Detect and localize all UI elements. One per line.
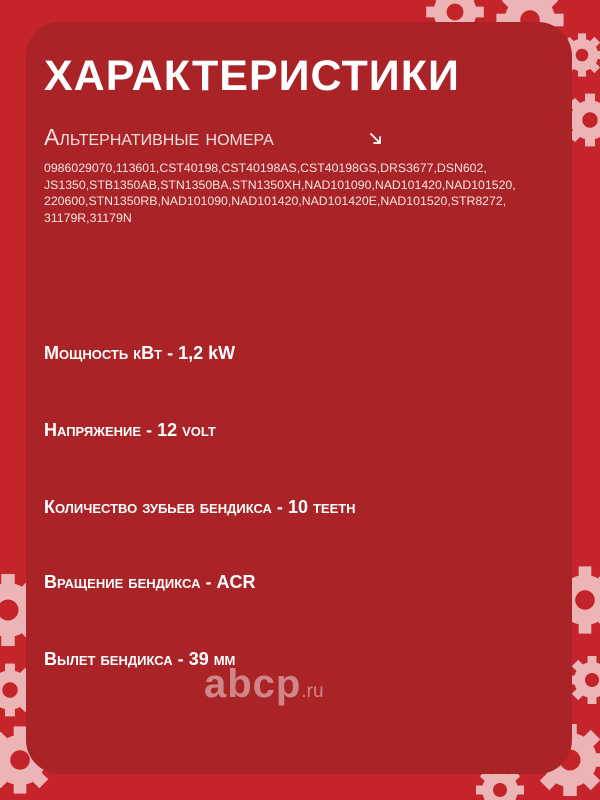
alt-numbers-list: 0986029070,113601,CST40198,CST40198AS,CST40198GS,DRS3677,DSN602, JS1350,STB1350AB,STN1350BA,STN1350XH,NAD101090,NAD101420,NAD101520, 220600,STN1350RB,NAD101090,NAD101420,NAD101420E,NAD101520,STR8272, 31179R,31179N [44,161,516,225]
abcp-watermark [204,662,324,707]
spec-value: 12 volt [157,420,216,440]
watermark-word: abcp [204,662,302,706]
spec-value: 39 мм [188,649,236,669]
gear-icon [568,656,600,704]
spec-label: Количество зубьев бендикса - [44,497,288,517]
spec-value: ACR [216,572,256,592]
spec-power [44,343,235,364]
spec-label: Вращение бендикса - [44,572,217,592]
spec-voltage [44,420,216,441]
watermark-tld: .ru [301,681,324,702]
spec-label: Мощность кВт - [44,343,179,363]
spec-label: Напряжение - [44,420,158,440]
spec-value: 10 teeth [287,497,356,517]
alt-numbers-heading: Альтернативные номера [44,124,274,150]
arrow-down-right-icon [368,131,384,147]
spec-label: Вылет бендикса - [44,649,189,669]
spec-rotation [44,572,255,593]
spec-teeth [44,497,356,518]
spec-value: 1,2 kW [178,343,236,363]
page-title: ХАРАКТЕРИСТИКИ [44,52,460,100]
